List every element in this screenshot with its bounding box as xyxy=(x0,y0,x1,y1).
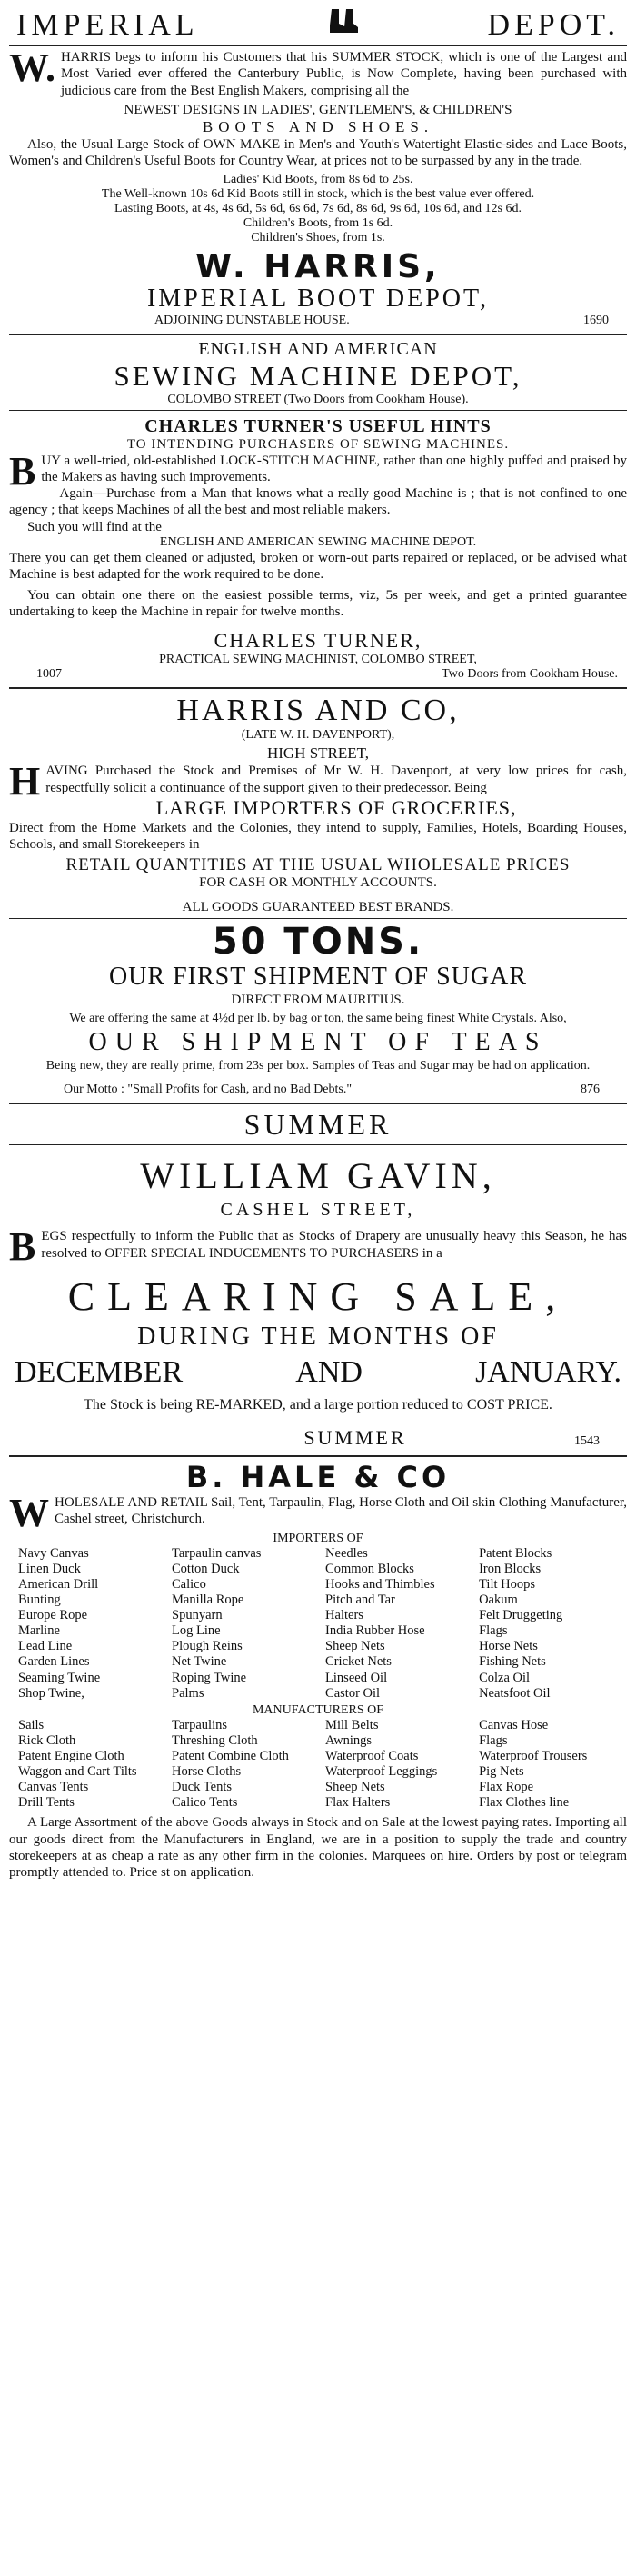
list-item: Marline xyxy=(18,1623,60,1639)
ad4-h2: DURING THE MONTHS OF xyxy=(137,1323,499,1352)
ad4-p2: The Stock is being RE-MARKED, and a large portion reduced to COST PRICE. xyxy=(84,1397,552,1413)
ad4-summer: SUMMER xyxy=(243,1108,393,1142)
ad2-p3: Such you will find at the xyxy=(27,519,162,534)
list-item: India Rubber Hose xyxy=(325,1623,425,1639)
list-item: Sheep Nets xyxy=(325,1780,385,1795)
ad1-head-left: IMPERIAL xyxy=(16,8,199,42)
list-item: Linen Duck xyxy=(18,1561,81,1576)
list-item: Horse Cloths xyxy=(172,1764,242,1780)
ad1-line3: Lasting Boots, at 4s, 4s 6d, 5s 6d, 6s 6d, 7s 6d, 8s 6d, 9s 6d, 10s 6d, and 12s 6d. xyxy=(114,202,522,216)
list-item: Calico xyxy=(172,1576,206,1592)
ad1-also: Also, the Usual Large Stock of OWN MAKE in Men's and Youth's Watertight Elastic-sides and Lace Boots, Women's and Children's Useful Boots for Country Wear, at prices not to be surpassed by any in the trade. xyxy=(9,136,627,169)
harris-boot-depot-ad xyxy=(9,4,627,335)
list-item: Duck Tents xyxy=(172,1780,232,1795)
ad2-p4: ENGLISH AND AMERICAN SEWING MACHINE DEPOT. xyxy=(159,535,477,549)
ad2-signature3: Two Doors from Cookham House. xyxy=(442,667,618,682)
list-item: Europe Rope xyxy=(18,1608,88,1623)
ad2-address: COLOMBO STREET (Two Doors from Cookham House). xyxy=(167,392,469,406)
ad1-footer xyxy=(9,314,627,328)
ad3-h2: LARGE IMPORTERS OF GROCERIES, xyxy=(155,795,517,819)
list-item: Palms xyxy=(172,1685,204,1701)
ad3-late: (LATE W. H. DAVENPORT), xyxy=(241,728,395,743)
ad1-line2: The Well-known 10s 6d Kid Boots still in stock, which is the best value ever offered. xyxy=(101,187,535,202)
list-item: Patent Combine Cloth xyxy=(172,1748,289,1763)
ad2-signature: CHARLES TURNER, xyxy=(214,629,422,653)
list-item: Halters xyxy=(325,1608,363,1623)
ad3-p4: Being new, they are really prime, from 23s per box. Samples of Teas and Sugar may be had on application. xyxy=(45,1059,591,1073)
divider xyxy=(9,1144,627,1145)
list-item: Threshing Cloth xyxy=(172,1732,258,1748)
list-item: Awnings xyxy=(325,1732,373,1748)
list-item: Roping Twine xyxy=(172,1670,247,1685)
william-gavin-ad xyxy=(9,1104,627,1457)
list-item: Needles xyxy=(325,1545,368,1561)
list-item: Flax Clothes line xyxy=(479,1795,570,1811)
list-item: Bunting xyxy=(18,1592,61,1607)
list-item: Colza Oil xyxy=(479,1670,531,1685)
ad1-head-right: DEPOT. xyxy=(487,8,620,42)
b-hale-and-co-ad xyxy=(9,1457,627,1886)
list-item: Seaming Twine xyxy=(18,1670,101,1685)
ad2-h4: TO INTENDING PURCHASERS OF SEWING MACHINES. xyxy=(126,436,510,452)
ad5-name: B. HALE & CO xyxy=(185,1460,451,1495)
list-item: Sails xyxy=(18,1717,45,1732)
ad3-h3: RETAIL QUANTITIES AT THE USUAL WHOLESALE PRICES xyxy=(65,855,571,875)
list-item: Plough Reins xyxy=(172,1639,243,1654)
list-item: Garden Lines xyxy=(18,1654,90,1670)
list-item: Drill Tents xyxy=(18,1795,75,1811)
list-item: Hooks and Thimbles xyxy=(325,1576,435,1592)
list-item: Neatsfoot Oil xyxy=(479,1685,551,1701)
ad3-h8: OUR SHIPMENT OF TEAS xyxy=(88,1028,548,1057)
ad2-p2: Again—Purchase from a Man that knows what a really good Machine is ; that is not confined to one agency ; that keeps Machines of all the best and most reliable makers. xyxy=(9,486,627,518)
list-item: Linseed Oil xyxy=(325,1670,388,1685)
list-item: Pitch and Tar xyxy=(325,1592,395,1607)
list-item: Flags xyxy=(479,1623,508,1639)
list-item: Patent Engine Cloth xyxy=(18,1748,124,1763)
list-item: Tilt Hoops xyxy=(479,1576,535,1592)
ad4-h3b: AND xyxy=(295,1355,363,1390)
ad3-p1: HAVING Purchased the Stock and Premises of Mr W. H. Davenport, at very low prices for cash, respectfully solicit a continuance of the support given to their predecessor. Being xyxy=(9,759,627,804)
ad3-h7: DIRECT FROM MAURITIUS. xyxy=(231,993,405,1008)
ad5-p1: WHOLESALE AND RETAIL Sail, Tent, Tarpaulin, Flag, Horse Cloth and Oil skin Clothing Manufacturer, Cashel street, Christchurch. xyxy=(9,1491,627,1536)
list-item: Castor Oil xyxy=(325,1685,381,1701)
ad3-number: 876 xyxy=(581,1083,600,1097)
newspaper-advertisements-page xyxy=(9,0,627,1892)
divider xyxy=(9,918,627,919)
list-item: Flax Halters xyxy=(325,1795,391,1811)
ad1-name: W. HARRIS, xyxy=(195,248,441,286)
boot-ornament-icon xyxy=(328,7,359,35)
list-item: Tarpaulins xyxy=(172,1717,228,1732)
ad2-p5: There you can get them cleaned or adjusted, broken or worn-out parts repaired or replaced, or be advised what Machine is best adapted for the work required to be done. xyxy=(9,551,627,583)
list-item: Canvas Hose xyxy=(479,1717,549,1732)
list-item: Iron Blocks xyxy=(479,1561,542,1576)
ad3-street: HIGH STREET, xyxy=(266,744,370,763)
harris-and-co-ad xyxy=(9,689,627,1104)
ad3-footer xyxy=(9,1073,627,1097)
ad3-h6: OUR FIRST SHIPMENT OF SUGAR xyxy=(108,963,528,992)
list-item: Waterproof Leggings xyxy=(325,1764,438,1780)
ad5-manufacturers-heading: MANUFACTURERS OF xyxy=(252,1702,384,1717)
divider xyxy=(9,45,627,46)
list-item: Log Line xyxy=(172,1623,221,1639)
ad4-number: 1543 xyxy=(573,1434,600,1449)
ad4-h3c: JANUARY. xyxy=(475,1355,621,1390)
ad4-street: CASHEL STREET, xyxy=(220,1200,416,1221)
ad4-h3a: DECEMBER xyxy=(15,1355,184,1390)
ad5-importers-heading: IMPORTERS OF xyxy=(273,1531,363,1545)
ad4-footer xyxy=(9,1421,627,1450)
list-item: Lead Line xyxy=(18,1639,73,1654)
ad3-h1: HARRIS AND CO, xyxy=(176,694,460,728)
manufacturers-list xyxy=(9,1718,627,1812)
ad2-h1: ENGLISH AND AMERICAN xyxy=(198,338,438,359)
ad3-p2: Direct from the Home Markets and the Colonies, they intend to supply, Families, Hotels, Boarding Houses, Schools, and small Storekeepers in xyxy=(9,820,627,853)
ad1-intro: W.HARRIS begs to inform his Customers that his SUMMER STOCK, which is one of the Largest and Most Varied ever offered the Canterbury Public, is Now Complete, having been purchased with judicious care from the Best English Makers, comprising all the xyxy=(9,45,627,98)
list-item: Net Twine xyxy=(172,1654,227,1670)
ad2-footer xyxy=(9,667,627,682)
list-item: Pig Nets xyxy=(479,1764,524,1780)
list-item: Horse Nets xyxy=(479,1639,538,1654)
list-item: Manilla Rope xyxy=(172,1592,244,1607)
ad3-motto: Our Motto : "Small Profits for Cash, and no Bad Debts." xyxy=(64,1083,353,1097)
ad1-line4: Children's Boots, from 1s 6d. xyxy=(243,216,393,231)
list-item: Oakum xyxy=(479,1592,518,1607)
ad2-h3: CHARLES TURNER'S USEFUL HINTS xyxy=(144,415,492,436)
list-item: Mill Belts xyxy=(325,1717,379,1732)
list-item: Shop Twine, xyxy=(18,1685,84,1701)
list-item: Waterproof Coats xyxy=(325,1748,419,1763)
ad1-adjoining: ADJOINING DUNSTABLE HOUSE. xyxy=(154,313,350,327)
divider xyxy=(9,410,627,411)
ad4-h3 xyxy=(9,1352,627,1390)
list-item: American Drill xyxy=(18,1576,99,1592)
list-item: Sheep Nets xyxy=(325,1639,385,1654)
ad4-h1: CLEARING SALE, xyxy=(67,1274,569,1320)
list-item: Felt Druggeting xyxy=(479,1608,563,1623)
ad1-line5: Children's Shoes, from 1s. xyxy=(251,231,385,245)
list-item: Cotton Duck xyxy=(172,1561,240,1576)
list-item: Common Blocks xyxy=(325,1561,414,1576)
ad2-p6: You can obtain one there on the easiest possible terms, viz, 5s per week, and get a printed guarantee undertaking to keep the Machine in repair for twelve months. xyxy=(9,587,627,619)
list-item: Flax Rope xyxy=(479,1780,534,1795)
ad4-p1: BEGS respectfully to inform the Public that as Stocks of Drapery are unusually heavy this Season, he has resolved to OFFER SPECIAL INDUCEMENTS TO PURCHASERS in a xyxy=(9,1224,627,1270)
list-item: Navy Canvas xyxy=(18,1545,89,1561)
list-item: Flags xyxy=(479,1732,508,1748)
ad3-p3: We are offering the same at 4½d per lb. by bag or ton, the same being finest White Crystals. Also, xyxy=(69,1012,567,1026)
ad1-line1: Ladies' Kid Boots, from 8s 6d to 25s. xyxy=(223,173,413,187)
list-item: Cricket Nets xyxy=(325,1654,392,1670)
ad1-depot: IMPERIAL BOOT DEPOT, xyxy=(146,285,490,314)
list-item: Rick Cloth xyxy=(18,1732,76,1748)
ad3-h5: ALL GOODS GUARANTEED BEST BRANDS. xyxy=(182,900,454,915)
list-item: Fishing Nets xyxy=(479,1654,546,1670)
ad1-header xyxy=(9,7,627,43)
ad2-p1: BUY a well-tried, old-established LOCK-STITCH MACHINE, rather than one highly puffed and praised by the Makers as having such improvements. xyxy=(9,448,627,494)
ad2-h2: SEWING MACHINE DEPOT, xyxy=(114,359,522,392)
list-item: Spunyarn xyxy=(172,1608,223,1623)
list-item: Waterproof Trousers xyxy=(479,1748,588,1763)
sewing-machine-depot-ad xyxy=(9,335,627,689)
ad5-p2: A Large Assortment of the above Goods always in Stock and on Sale at the lowest paying rates. Importing all our goods direct from the Manufacturers in England, we are in a position to supply the trade and country storekeepers at as cheap a rate as any other firm in the colonies. Marquees on hire. Orders by post or telegram promptly attended to. Price st on application. xyxy=(9,1815,627,1881)
list-item: Tarpaulin canvas xyxy=(172,1545,262,1561)
ad1-number: 1690 xyxy=(583,313,609,327)
ad4-summer2: SUMMER xyxy=(303,1426,407,1450)
ad3-tons: 50 TONS. xyxy=(212,921,424,964)
list-item: Canvas Tents xyxy=(18,1780,89,1795)
ad3-h4: FOR CASH OR MONTHLY ACCOUNTS. xyxy=(199,875,437,891)
list-item: Calico Tents xyxy=(172,1795,238,1811)
ad4-name: WILLIAM GAVIN, xyxy=(140,1155,496,1197)
importers-list xyxy=(9,1546,627,1702)
list-item: Patent Blocks xyxy=(479,1545,552,1561)
ad2-signature2: PRACTICAL SEWING MACHINIST, COLOMBO STREET, xyxy=(159,653,477,667)
ad1-newest: NEWEST DESIGNS IN LADIES', GENTLEMEN'S, & CHILDREN'S xyxy=(124,102,512,117)
ad2-number: 1007 xyxy=(36,667,62,682)
list-item: Waggon and Cart Tilts xyxy=(18,1764,137,1780)
ad1-boots: BOOTS AND SHOES. xyxy=(202,117,434,135)
